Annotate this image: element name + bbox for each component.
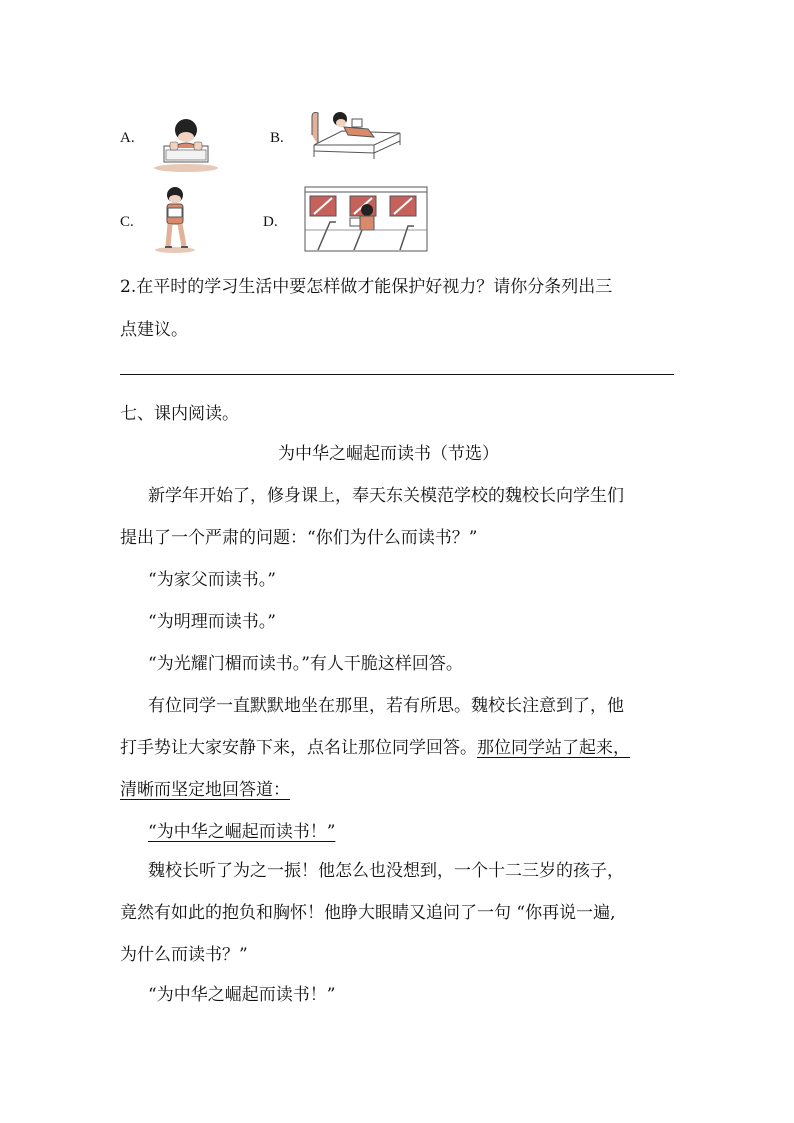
- passage-title: 为中华之崛起而读书（节选）: [278, 444, 499, 464]
- passage-text-underlined: 那位同学站了起来，: [477, 738, 630, 758]
- passage-paragraph-1b: 提出了一个严肃的问题：“你们为什么而读书？”: [120, 528, 478, 548]
- passage-paragraph-5b: [120, 733, 630, 758]
- passage-paragraph-2: “为家父而读书。”: [148, 570, 276, 590]
- passage-paragraph-4: “为光耀门楣而读书。”有人干脆这样回答。: [148, 654, 463, 674]
- passage-paragraph-7a: 魏校长听了为之一振！他怎么也没想到，一个十二三岁的孩子，: [148, 861, 624, 881]
- section-7-heading: 七、课内阅读。: [120, 404, 239, 424]
- passage-paragraph-7c: 为什么而读书？”: [120, 945, 248, 965]
- answer-line[interactable]: [120, 374, 674, 375]
- child-reading-at-desk-icon: [152, 110, 220, 177]
- passage-paragraph-5a: 有位同学一直默默地坐在那里，若有所思。魏校长注意到了，他: [148, 696, 624, 716]
- passage-paragraph-5c: 清晰而坚定地回答道：: [120, 780, 290, 800]
- passage-paragraph-1a: 新学年开始了，修身课上，奉天东关模范学校的魏校长向学生们: [148, 486, 624, 506]
- question-2-line-1: 2.在平时的学习生活中要怎样做才能保护好视力？请你分条列出三: [120, 277, 613, 297]
- passage-paragraph-3: “为明理而读书。”: [148, 612, 276, 632]
- option-b-label: B.: [270, 130, 284, 146]
- passage-paragraph-6: “为中华之崛起而读书！”: [148, 822, 336, 842]
- passage-paragraph-8: “为中华之崛起而读书！”: [148, 985, 336, 1005]
- option-c-label: C.: [120, 214, 134, 230]
- child-reading-on-bus-icon: [304, 186, 428, 257]
- question-2-line-2: 点建议。: [120, 320, 188, 340]
- option-d-label: D.: [263, 214, 278, 230]
- child-reading-while-walking-icon: [152, 186, 198, 259]
- passage-text-plain: 打手势让大家安静下来，点名让那位同学回答。: [120, 738, 477, 758]
- passage-paragraph-7b: 竟然有如此的抱负和胸怀！他睁大眼睛又追问了一句 “你再说一遍,: [120, 903, 616, 923]
- child-reading-in-bed-icon: [304, 105, 404, 170]
- option-a-label: A.: [120, 130, 135, 146]
